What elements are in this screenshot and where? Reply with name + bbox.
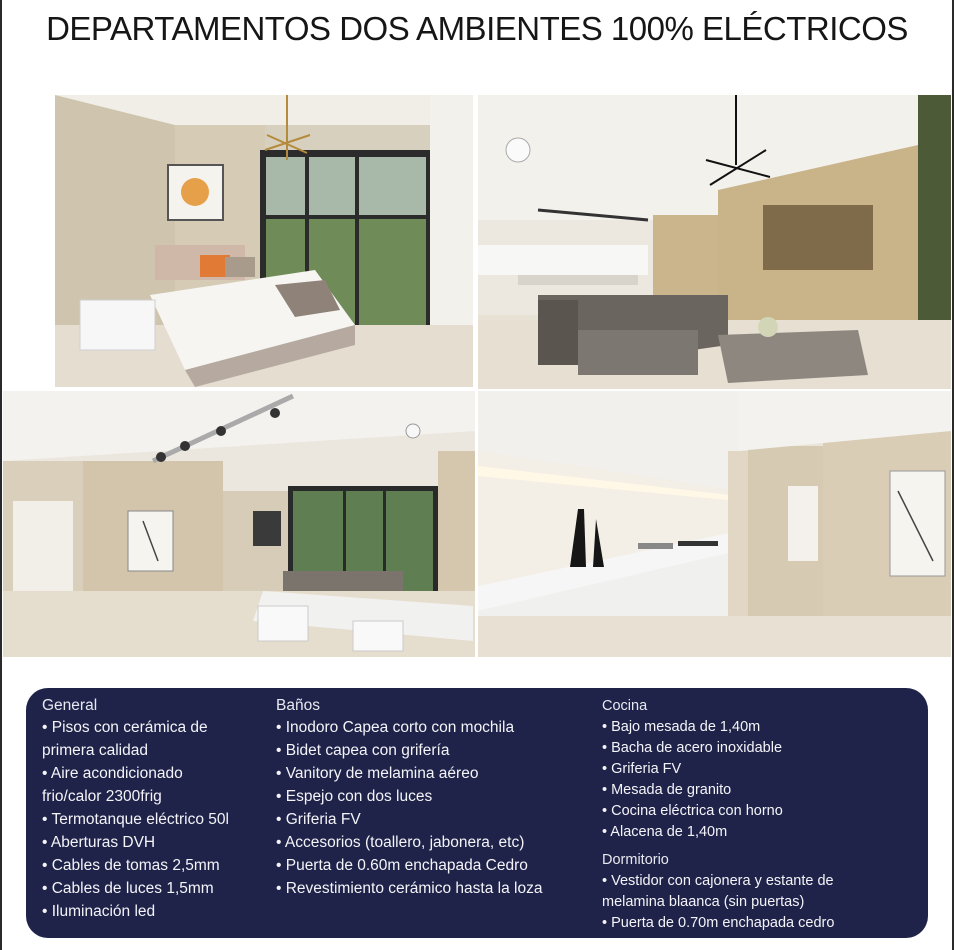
kitchen-photo bbox=[478, 391, 951, 657]
dormitorio-heading: Dormitorio bbox=[602, 852, 669, 868]
cocina-heading: Cocina bbox=[602, 698, 648, 714]
general-item: primera calidad bbox=[42, 742, 148, 759]
cocina-item: • Griferia FV bbox=[602, 761, 682, 777]
general-section bbox=[42, 696, 272, 923]
general-item: frio/calor 2300frig bbox=[42, 788, 162, 805]
general-item: • Aire acondicionado bbox=[42, 765, 183, 782]
dormitorio-item: • Puerta de 0.70m enchapada cedro bbox=[602, 915, 835, 931]
specifications-panel bbox=[26, 688, 928, 938]
cocina-item: • Bacha de acero inoxidable bbox=[602, 740, 783, 756]
general-item: • Aberturas DVH bbox=[42, 834, 156, 851]
general-heading: General bbox=[42, 697, 98, 714]
banos-item: • Accesorios (toallero, jabonera, etc) bbox=[276, 834, 525, 851]
banos-item: • Bidet capea con grifería bbox=[276, 742, 450, 759]
banos-item: • Griferia FV bbox=[276, 811, 361, 828]
bedroom-photo bbox=[55, 95, 473, 387]
general-item: • Cables de luces 1,5mm bbox=[42, 880, 214, 897]
general-item: • Cables de tomas 2,5mm bbox=[42, 857, 220, 874]
banos-item: • Inodoro Capea corto con mochila bbox=[276, 719, 515, 736]
cocina-item: • Cocina eléctrica con horno bbox=[602, 803, 783, 819]
cocina-item: • Alacena de 1,40m bbox=[602, 824, 728, 840]
page-border-left bbox=[0, 0, 2, 950]
cocina-section bbox=[602, 696, 922, 934]
banos-heading: Baños bbox=[276, 697, 320, 714]
dining-room-photo bbox=[3, 391, 475, 657]
general-item: • Pisos con cerámica de bbox=[42, 719, 208, 736]
banos-item: • Vanitory de melamina aéreo bbox=[276, 765, 479, 782]
banos-section bbox=[276, 696, 596, 900]
banos-item: • Puerta de 0.60m enchapada Cedro bbox=[276, 857, 528, 874]
banos-item: • Espejo con dos luces bbox=[276, 788, 433, 805]
page-title: DEPARTAMENTOS DOS AMBIENTES 100% ELÉCTRICOS bbox=[46, 10, 908, 47]
banos-item: • Revestimiento cerámico hasta la loza bbox=[276, 880, 543, 897]
cocina-item: • Mesada de granito bbox=[602, 782, 732, 798]
living-room-photo bbox=[478, 95, 951, 389]
general-item: • Iluminación led bbox=[42, 903, 156, 920]
cocina-item: • Bajo mesada de 1,40m bbox=[602, 719, 761, 735]
dormitorio-item: melamina blaanca (sin puertas) bbox=[602, 894, 805, 910]
dormitorio-item: • Vestidor con cajonera y estante de bbox=[602, 873, 834, 889]
general-item: • Termotanque eléctrico 50l bbox=[42, 811, 229, 828]
